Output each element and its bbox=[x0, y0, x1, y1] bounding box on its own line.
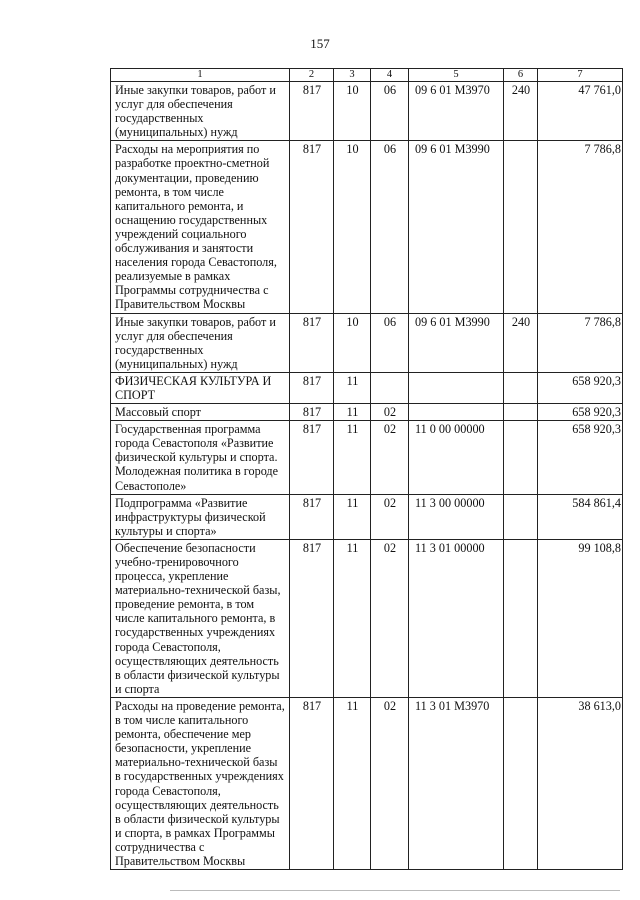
target-article-cell bbox=[409, 372, 504, 403]
ministry-code-cell: 817 bbox=[290, 372, 334, 403]
expense-type-cell bbox=[504, 539, 538, 697]
expense-name-cell: ФИЗИЧЕСКАЯ КУЛЬТУРА И СПОРТ bbox=[111, 372, 290, 403]
section-code-cell: 11 bbox=[334, 494, 371, 539]
column-number-header: 1 bbox=[111, 69, 290, 82]
table-row bbox=[111, 421, 623, 494]
target-article-cell: 11 3 01 00000 bbox=[409, 539, 504, 697]
column-number-header: 3 bbox=[334, 69, 371, 82]
expense-type-cell bbox=[504, 404, 538, 421]
ministry-code-cell: 817 bbox=[290, 82, 334, 141]
section-code-cell: 11 bbox=[334, 421, 371, 494]
target-article-cell: 09 6 01 М3990 bbox=[409, 141, 504, 313]
subsection-code-cell: 02 bbox=[371, 697, 409, 869]
expense-name-cell: Массовый спорт bbox=[111, 404, 290, 421]
amount-cell: 658 920,3 bbox=[538, 404, 623, 421]
ministry-code-cell: 817 bbox=[290, 539, 334, 697]
expense-name-cell: Обеспечение безопасности учебно-тренировочного процесса, укрепление материально-технической базы, проведение ремонта, в том числе капитального ремонта, в государственных учреждениях города Севастополя, осуществляющих деятельность в области физической культуры и спорта bbox=[111, 539, 290, 697]
table-row bbox=[111, 494, 623, 539]
ministry-code-cell: 817 bbox=[290, 141, 334, 313]
target-article-cell: 11 3 01 М3970 bbox=[409, 697, 504, 869]
expense-type-cell: 240 bbox=[504, 82, 538, 141]
target-article-cell: 11 0 00 00000 bbox=[409, 421, 504, 494]
target-article-cell: 09 6 01 М3970 bbox=[409, 82, 504, 141]
expense-type-cell bbox=[504, 372, 538, 403]
budget-table bbox=[110, 68, 623, 870]
amount-cell: 99 108,8 bbox=[538, 539, 623, 697]
column-number-header: 5 bbox=[409, 69, 504, 82]
expense-name-cell: Иные закупки товаров, работ и услуг для обеспечения государственных (муниципальных) нужд bbox=[111, 82, 290, 141]
section-code-cell: 11 bbox=[334, 697, 371, 869]
amount-cell: 658 920,3 bbox=[538, 421, 623, 494]
subsection-code-cell: 02 bbox=[371, 404, 409, 421]
expense-type-cell bbox=[504, 494, 538, 539]
subsection-code-cell bbox=[371, 372, 409, 403]
table-row bbox=[111, 141, 623, 313]
section-code-cell: 11 bbox=[334, 539, 371, 697]
amount-cell: 38 613,0 bbox=[538, 697, 623, 869]
subsection-code-cell: 02 bbox=[371, 421, 409, 494]
amount-cell: 7 786,8 bbox=[538, 313, 623, 372]
target-article-cell: 11 3 00 00000 bbox=[409, 494, 504, 539]
subsection-code-cell: 02 bbox=[371, 539, 409, 697]
section-code-cell: 11 bbox=[334, 372, 371, 403]
expense-name-cell: Расходы на мероприятия по разработке проектно-сметной документации, проведению ремонта, в том числе капитального ремонта, и оснащению государственных учреждений социального обслуживания и занятости населения города Севастополя, реализуемые в рамках Программы сотрудничества с Правительством Москвы bbox=[111, 141, 290, 313]
table-row bbox=[111, 372, 623, 403]
ministry-code-cell: 817 bbox=[290, 313, 334, 372]
table-row bbox=[111, 539, 623, 697]
section-code-cell: 10 bbox=[334, 313, 371, 372]
amount-cell: 7 786,8 bbox=[538, 141, 623, 313]
page-bottom-rule bbox=[170, 890, 620, 891]
page-number: 157 bbox=[310, 36, 330, 51]
table-row bbox=[111, 82, 623, 141]
ministry-code-cell: 817 bbox=[290, 404, 334, 421]
expense-name-cell: Расходы на проведение ремонта, в том числе капитального ремонта, обеспечение мер безопасности, укрепление материально-технической базы в государственных учреждениях города Севастополя, осуществляющих деятельность в области физической культуры и спорта, в рамках Программы сотрудничества с Правительством Москвы bbox=[111, 697, 290, 869]
table-header-row bbox=[111, 69, 623, 82]
amount-cell: 584 861,4 bbox=[538, 494, 623, 539]
expense-type-cell bbox=[504, 697, 538, 869]
section-code-cell: 10 bbox=[334, 141, 371, 313]
expense-name-cell: Государственная программа города Севастополя «Развитие физической культуры и спорта. Молодежная политика в городе Севастополе» bbox=[111, 421, 290, 494]
ministry-code-cell: 817 bbox=[290, 494, 334, 539]
subsection-code-cell: 02 bbox=[371, 494, 409, 539]
target-article-cell bbox=[409, 404, 504, 421]
section-code-cell: 10 bbox=[334, 82, 371, 141]
subsection-code-cell: 06 bbox=[371, 141, 409, 313]
expense-name-cell: Подпрограмма «Развитие инфраструктуры физической культуры и спорта» bbox=[111, 494, 290, 539]
column-number-header: 6 bbox=[504, 69, 538, 82]
expense-type-cell: 240 bbox=[504, 313, 538, 372]
column-number-header: 4 bbox=[371, 69, 409, 82]
expense-type-cell bbox=[504, 421, 538, 494]
table-row bbox=[111, 313, 623, 372]
subsection-code-cell: 06 bbox=[371, 313, 409, 372]
section-code-cell: 11 bbox=[334, 404, 371, 421]
column-number-header: 2 bbox=[290, 69, 334, 82]
table-row bbox=[111, 404, 623, 421]
table-row bbox=[111, 697, 623, 869]
column-number-header: 7 bbox=[538, 69, 623, 82]
amount-cell: 658 920,3 bbox=[538, 372, 623, 403]
ministry-code-cell: 817 bbox=[290, 697, 334, 869]
subsection-code-cell: 06 bbox=[371, 82, 409, 141]
expense-name-cell: Иные закупки товаров, работ и услуг для обеспечения государственных (муниципальных) нужд bbox=[111, 313, 290, 372]
target-article-cell: 09 6 01 М3990 bbox=[409, 313, 504, 372]
amount-cell: 47 761,0 bbox=[538, 82, 623, 141]
expense-type-cell bbox=[504, 141, 538, 313]
ministry-code-cell: 817 bbox=[290, 421, 334, 494]
